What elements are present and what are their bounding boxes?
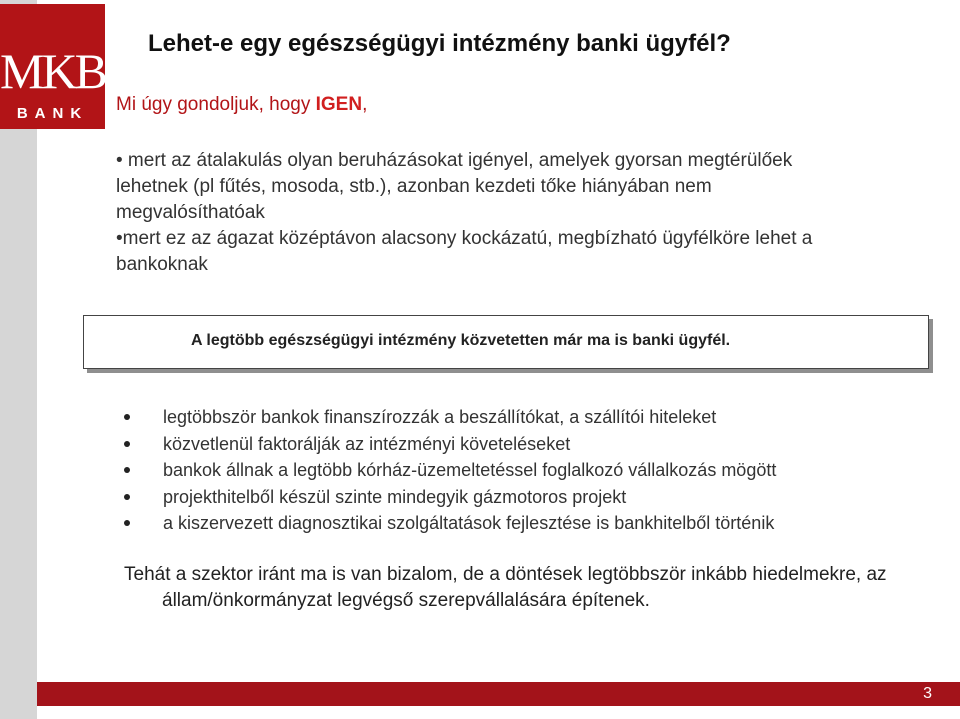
slide-title: Lehet-e egy egészségügyi intézmény banki ügyfél? xyxy=(148,30,731,57)
logo-wordmark: MKB xyxy=(0,43,105,99)
list-item xyxy=(124,404,776,431)
logo-subtitle: BANK xyxy=(16,105,89,122)
bullet-dot-icon xyxy=(124,520,130,526)
intro-prefix: Mi úgy gondoljuk, hogy xyxy=(116,94,316,115)
conclusion-text: Tehát a szektor iránt ma is van bizalom, de a döntések legtöbbször inkább hiedelmekre, az állam/önkormányzat legvégső szerepvállalására építenek. xyxy=(124,564,887,611)
top-point: • mert az átalakulás olyan beruházásokat igényel, amelyek gyorsan megtérülőek lehetnek (pl fűtés, mosoda, stb.), azonban kezdeti tőke hiányában nem megvalósíthatóak xyxy=(116,150,793,223)
bullet-dot-icon xyxy=(124,467,130,473)
intro-highlight: IGEN xyxy=(315,94,363,115)
list-item xyxy=(124,431,776,458)
conclusion xyxy=(124,562,904,614)
intro-suffix: , xyxy=(362,94,368,115)
intro-line xyxy=(116,94,367,116)
top-point: •mert ez az ágazat középtávon alacsony kockázatú, megbízható ügyfélköre lehet a bankoknak xyxy=(116,228,813,275)
footer-bar xyxy=(37,682,960,706)
bullet-dot-icon xyxy=(124,414,130,420)
bullet-dot-icon xyxy=(124,441,130,447)
list-item-text: közvetlenül faktorálják az intézményi követeléseket xyxy=(163,433,571,454)
list-item-text: legtöbbször bankok finanszírozzák a beszállítókat, a szállítói hiteleket xyxy=(163,407,717,427)
bullet-list xyxy=(124,404,776,537)
bullet-dot-icon xyxy=(124,494,130,500)
list-item xyxy=(124,510,776,537)
page-number: 3 xyxy=(923,685,932,702)
list-item-text: a kiszervezett diagnosztikai szolgáltatások fejlesztése is bankhitelből történik xyxy=(163,513,775,533)
top-points xyxy=(116,148,836,278)
callout-text: A legtöbb egészségügyi intézmény közvetetten már ma is banki ügyfél. xyxy=(191,332,731,349)
list-item xyxy=(124,457,776,484)
list-item-text: projekthitelből készül szinte mindegyik gázmotoros projekt xyxy=(163,486,627,507)
mkb-bank-logo xyxy=(0,4,105,129)
callout-box xyxy=(83,315,929,369)
list-item-text: bankok állnak a legtöbb kórház-üzemeltetéssel foglalkozó vállalkozás mögött xyxy=(163,460,777,480)
list-item xyxy=(124,484,776,511)
